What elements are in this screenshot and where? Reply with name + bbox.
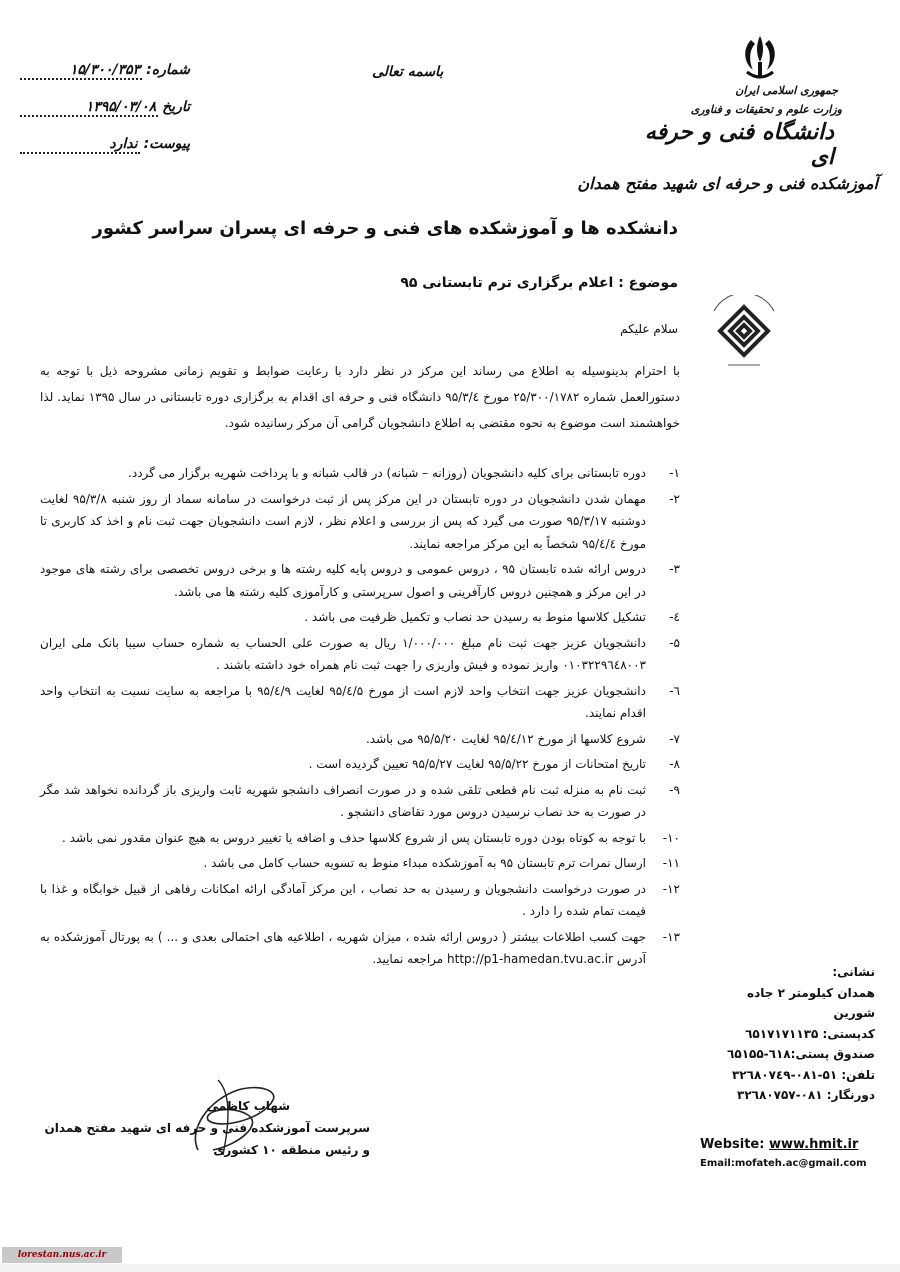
list-item — [40, 680, 680, 725]
signer-title: سرپرست آموزشکده فنی و حرفه ای شهید مفتح همدان — [44, 1121, 370, 1135]
letter-recipient: دانشکده ها و آموزشکده های فنی و حرفه ای پسران سراسر کشور — [92, 218, 678, 239]
greeting: سلام علیکم — [620, 322, 678, 336]
list-item — [40, 827, 680, 850]
page-bottom-edge — [0, 1264, 900, 1272]
institution-header — [577, 84, 878, 193]
signer-name: شهاب کاظمی — [206, 1099, 290, 1113]
iran-emblem-icon — [737, 32, 783, 84]
item-number: ۱- — [669, 466, 680, 480]
item-number: ۳- — [669, 562, 680, 576]
item-number: ۱۲- — [662, 881, 680, 896]
header-ministry: وزارت علوم و تحقیقات و فناوری — [690, 103, 842, 116]
contact-title: نشانی: — [832, 965, 875, 979]
item-number: ۸- — [669, 757, 680, 771]
college-seal-icon — [708, 295, 780, 369]
website — [700, 1137, 858, 1152]
item-text: دروس ارائه شده تابستان ۹۵ ، دروس عمومی و دروس پایه کلیه رشته ها و برخی دروس تخصصی برای رشته های موجود در این مرکز و همچنین دروس کارآفرینی و اصول سرپرستی و کارآموزی کلیه رشته ها می باشد. — [40, 562, 646, 599]
list-item — [40, 753, 680, 776]
item-number: ۱۱- — [662, 856, 680, 870]
contact-postal-code: کدپستی: ٦۵۱۷۱۷۱۱۳۵ — [745, 1026, 875, 1041]
contact-po-box: صندوق پستی:٦۱۸-٦۵۱۵۵ — [727, 1047, 875, 1061]
contact-address: همدان کیلومتر ۲ جاده شورین — [746, 985, 875, 1020]
letter-meta — [20, 62, 190, 173]
contact-phone: تلفن: ۵۱-۰۸۱-۳۲٦۸۰۷٤۹ — [731, 1067, 875, 1082]
source-stamp: lorestan.nus.ac.ir — [2, 1247, 122, 1263]
item-number: ۹- — [669, 782, 680, 797]
contact-email: Email:mofateh.ac@gmail.com — [700, 1158, 867, 1169]
list-item — [40, 779, 680, 824]
bismillah: باسمه تعالی — [372, 64, 444, 80]
item-number: ۵- — [669, 635, 680, 650]
item-text: با توجه به کوتاه بودن دوره تابستان پس از شروع کلاسها حذف و اضافه یا تغییر دروس به هیچ عنوان مقدور نمی باشد . — [62, 830, 646, 845]
letter-attachment — [20, 136, 190, 154]
letter-date — [20, 99, 190, 117]
item-number: ٤- — [669, 610, 680, 624]
item-number: ۱۰- — [662, 830, 680, 845]
item-text: ثبت نام به منزله ثبت نام قطعی تلقی شده و در صورت انصراف دانشجو شهریه ثابت واریزی باز گردانده نخواهد شد مگر در صورت به حد نصاب نرسیدن دروس مورد تقاضای دانشجو . — [40, 782, 646, 819]
signer-region: و رئیس منطقه ۱۰ کشوری — [213, 1143, 370, 1157]
header-country: جمهوری اسلامی ایران — [735, 84, 838, 97]
item-number: ۷- — [669, 731, 680, 746]
header-college: آموزشکده فنی و حرفه ای شهید مفتح همدان — [577, 174, 878, 193]
list-item — [40, 606, 680, 629]
letter-intro: با احترام بدینوسیله به اطلاع می رساند این مرکز در نظر دارد با رعایت ضوابط و تقویم زمانی مشروحه ذیل با توجه به دستورالعمل شماره ۲۵/۳۰۰/۱۷۸۲ مورخ ۹۵/۳/٤ دانشگاه فنی و حرفه ای اقدام به برگزاری دوره تابستانی در سال ۱۳۹۵ نماید. لذا خواهشمند است موضوع به نحوه مقتضی به اطلاع دانشجویان گرامی آن مرکز رسانیده شود. — [40, 364, 680, 430]
letter-number-label: شماره: — [146, 62, 190, 78]
list-item — [40, 926, 680, 971]
letter-attachment-label: پیوست: — [143, 136, 190, 152]
contact-fax: دورنگار: ۰۸۱-۳۲٦۸۰۷۵۷ — [737, 1088, 875, 1102]
item-text: دانشجویان عزیز جهت ثبت نام مبلغ ۱/۰۰۰/۰۰۰ ریال به صورت علی الحساب به شماره حساب سیبا بانک ملی ایران ۰۱۰۳۲۲۹٦٤۸۰۰۳ واریز نموده و فیش واریزی را جهت ثبت نام همراه خود داشته باشند . — [40, 635, 646, 672]
letter-attachment-value: ندارد — [20, 136, 140, 154]
item-text: ارسال نمرات ترم تابستان ۹۵ به آموزشکده مبداء منوط به تسویه حساب کامل می باشد . — [203, 856, 646, 870]
letter-subject: موضوع : اعلام برگزاری ترم تابستانی ۹۵ — [400, 275, 678, 291]
item-text: شروع کلاسها از مورخ ۹۵/٤/۱۲ لغایت ۹۵/۵/۲۰ می باشد. — [365, 731, 646, 746]
item-number: ۲- — [669, 491, 680, 506]
item-number: ٦- — [669, 683, 680, 698]
item-text: در صورت درخواست دانشجویان و رسیدن به حد نصاب ، این مرکز آمادگی ارائه امکانات رفاهی از قبیل خوابگاه و غذا با قیمت تمام شده را دارد . — [40, 881, 646, 918]
item-text: جهت کسب اطلاعات بیشتر ( دروس ارائه شده ، میزان شهریه ، اطلاعیه های احتمالی بعدی و ... ) به پورتال آموزشکده به آدرس http://p1-hamedan.tvu.ac.ir مراجعه نمایید. — [40, 929, 646, 966]
item-text: تاریخ امتحانات از مورخ ۹۵/۵/۲۲ لغایت ۹۵/۵/۲۷ تعیین گردیده است . — [308, 757, 646, 771]
list-item — [40, 488, 680, 556]
letter-date-label: تاریخ — [162, 99, 190, 115]
signature-block — [45, 1095, 370, 1161]
letter-items — [40, 462, 680, 974]
item-text: مهمان شدن دانشجویان در دوره تابستان در این مرکز پس از ثبت درخواست در سامانه سماد از روز شنبه ۹۵/۳/۸ لغایت دوشنبه ۹۵/۳/۱۷ صورت می گیرد که پس از بررسی و اعلام نظر ، لازم است دانشجویان جهت ثبت نام و اخذ کد کاربری تا مورخ ۹۵/٤/٤ شخصاً به این مرکز مراجعه نمایند. — [40, 491, 647, 551]
list-item — [40, 632, 680, 677]
list-item — [40, 558, 680, 603]
list-item — [40, 852, 680, 875]
item-text: تشکیل کلاسها منوط به رسیدن حد نصاب و تکمیل ظرفیت می باشد . — [304, 610, 646, 624]
letter-number — [20, 62, 190, 80]
letter-date-value: ۱۳۹۵/۰۳/۰۸ — [20, 99, 158, 117]
website-label: Website: — [700, 1137, 765, 1152]
list-item — [40, 462, 680, 485]
item-text: دوره تابستانی برای کلیه دانشجویان (روزانه – شبانه) در قالب شبانه و با پرداخت شهریه برگزار می گردد. — [128, 466, 646, 480]
list-item — [40, 728, 680, 751]
letter-number-value: ۱۵/۳۰۰/۳۵۳ — [20, 62, 142, 80]
website-link[interactable]: www.hmit.ir — [768, 1137, 859, 1152]
item-text: دانشجویان عزیز جهت انتخاب واحد لازم است از مورخ ۹۵/٤/۵ لغایت ۹۵/٤/۹ با مراجعه به سایت نسبت به انتخاب واحد اقدام نمایند. — [40, 683, 646, 720]
item-number: ۱۳- — [662, 929, 680, 944]
contact-block — [715, 962, 875, 1106]
list-item — [40, 878, 680, 923]
header-university: دانشگاه فنی و حرفه ای — [644, 120, 834, 170]
